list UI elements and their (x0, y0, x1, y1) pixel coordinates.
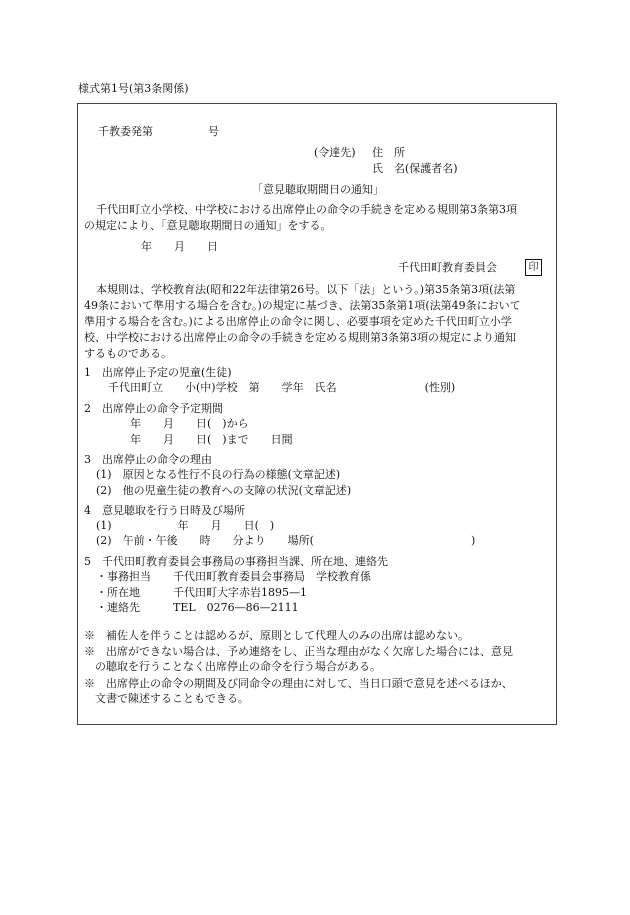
name-label: 氏 名(保護者名) (372, 162, 458, 175)
document-number: 千教委発第 号 (98, 125, 219, 138)
note-3-line-2: 文書で陳述することもできる。 (84, 692, 249, 705)
section-4-heading: 4 意見聴取を行う日時及び場所 (84, 504, 245, 517)
date-line: 年 月 日 (141, 240, 218, 253)
section-4-item-2: (2) 午前・午後 時 分より 場所( (96, 534, 314, 547)
intro-line-2: の規定により、「意見聴取期間日の通知」をする。 (84, 219, 332, 232)
intro-line-1: 千代田町立小学校、中学校における出席停止の命令の手続きを定める規則第3条第3項 (96, 203, 517, 216)
section-2-from: 年 月 日( )から (130, 417, 249, 430)
basis-line-2: 49条において準用する場合を含む。)の規定に基づき、法第35条第1項(法第49条において (84, 299, 521, 312)
basis-line-1: 本規則は、学校教育法(昭和22年法律第26号。以下「法」という。)第35条第3項(法第 (96, 283, 516, 296)
section-2-heading: 2 出席停止の命令予定期間 (84, 402, 223, 415)
notice-title: 「意見聴取期間日の通知」 (252, 183, 384, 196)
section-2-to: 年 月 日( )まで 日間 (130, 433, 293, 446)
section-4-item-1: (1) 年 月 日( ) (96, 519, 275, 532)
note-3-line-1: ※ 出席停止の命令の期間及び同命令の理由に対して、当日口頭で意見を述べるほか、 (84, 677, 513, 690)
form-title: 様式第1号(第3条関係) (78, 82, 189, 95)
section-5-row-2: ・所在地 千代田町大字赤岩1895—1 (96, 586, 307, 599)
section-1-heading: 1 出席停止予定の児童(生徒) (84, 366, 232, 379)
section-5-heading: 5 千代田町教育委員会事務局の事務担当課、所在地、連絡先 (84, 555, 388, 568)
basis-line-3: 準用する場合を含む。)による出席停止の命令に関し、必要事項を定めた千代田町立小学 (84, 315, 512, 328)
basis-line-4: 校、中学校における出席停止の命令の手続きを定める規則第3条第3項の規定により通知 (84, 331, 516, 344)
issuer-name: 千代田町教育委員会 (398, 261, 497, 274)
addressee-label: (令達先) (314, 146, 356, 159)
seal-mark: 印 (525, 259, 542, 276)
section-1-detail: 千代田町立 小(中)学校 第 学年 氏名 (性別) (108, 381, 456, 394)
section-3-item-1: (1) 原因となる性行不良の行為の様態(文章記述) (96, 468, 341, 481)
basis-line-5: するものである。 (84, 347, 172, 360)
note-2-line-1: ※ 出席ができない場合は、予め連絡をし、正当な理由がなく欠席した場合には、意見 (84, 645, 513, 658)
section-3-heading: 3 出席停止の命令の理由 (84, 453, 212, 466)
section-3-item-2: (2) 他の児童生徒の教育への支障の状況(文章記述) (96, 484, 352, 497)
note-1: ※ 補佐人を伴うことは認めるが、原則として代理人のみの出席は認めない。 (84, 629, 469, 642)
section-5-row-1: ・事務担当 千代田町教育委員会事務局 学校教育係 (96, 570, 371, 583)
section-4-close-paren: ) (471, 534, 476, 547)
section-5-row-3: ・連絡先 TEL 0276—86—2111 (96, 601, 299, 614)
note-2-line-2: の聴取を行うことなく出席停止の命令を行う場合がある。 (84, 660, 381, 673)
address-label: 住 所 (372, 146, 405, 159)
